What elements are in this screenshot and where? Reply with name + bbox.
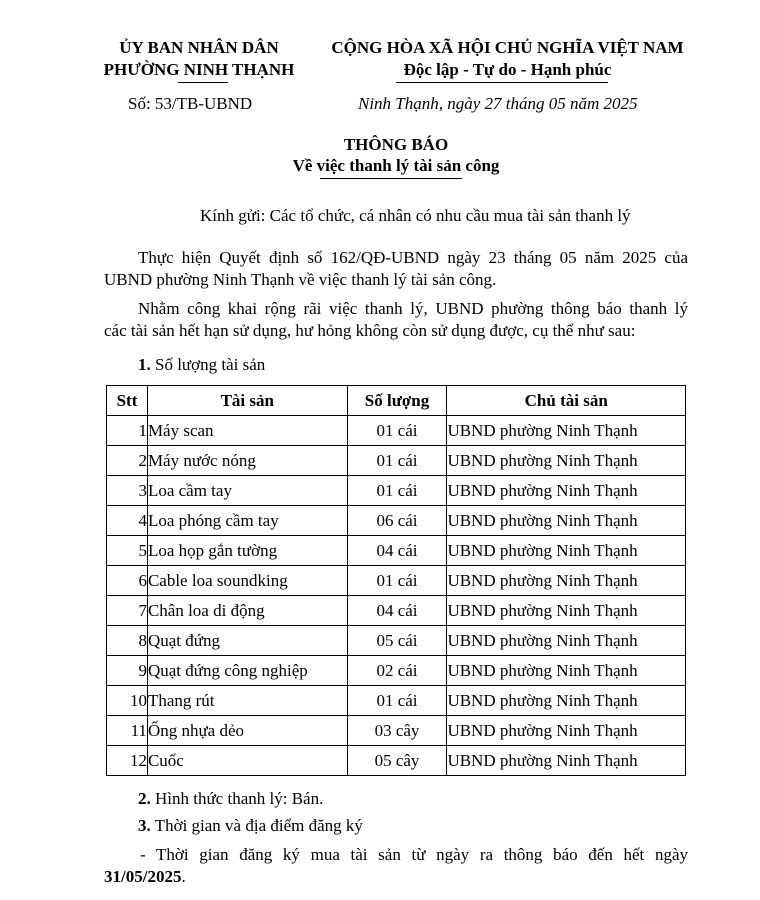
- agency-name-line2: PHƯỜNG NINH THẠNH: [103, 60, 295, 79]
- row-asset-name: Máy scan: [147, 416, 347, 446]
- document-title: THÔNG BÁO: [343, 135, 449, 154]
- deadline-date: 31/05/2025: [104, 867, 182, 886]
- paragraph-1-line-1: Thực hiện Quyết định số 162/QĐ-UBND ngày 23 tháng 05 năm 2025 của: [138, 248, 688, 267]
- table-row: [107, 506, 686, 536]
- section-1-heading: [138, 355, 265, 375]
- deadline-line-1: - Thời gian đăng ký mua tài sản từ ngày ra thông báo đến hết ngày: [140, 845, 688, 864]
- row-stt: 8: [107, 626, 148, 656]
- row-stt: 3: [107, 476, 148, 506]
- header-stt: Stt: [107, 386, 148, 416]
- table-row: [107, 596, 686, 626]
- row-stt: 6: [107, 566, 148, 596]
- row-owner: UBND phường Ninh Thạnh: [447, 656, 686, 686]
- row-owner: UBND phường Ninh Thạnh: [447, 716, 686, 746]
- row-stt: 7: [107, 596, 148, 626]
- row-quantity: 03 cây: [347, 716, 447, 746]
- paragraph-1-line-2: UBND phường Ninh Thạnh về việc thanh lý tài sản công.: [104, 270, 497, 289]
- row-stt: 11: [107, 716, 148, 746]
- row-quantity: 06 cái: [347, 506, 447, 536]
- row-owner: UBND phường Ninh Thạnh: [447, 446, 686, 476]
- row-owner: UBND phường Ninh Thạnh: [447, 626, 686, 656]
- row-quantity: 01 cái: [347, 686, 447, 716]
- row-stt: 12: [107, 746, 148, 776]
- deadline-line-2: [104, 867, 186, 887]
- row-quantity: 01 cái: [347, 446, 447, 476]
- row-stt: 10: [107, 686, 148, 716]
- table-row: [107, 566, 686, 596]
- row-asset-name: Chân loa di động: [147, 596, 347, 626]
- row-asset-name: Ống nhựa dẻo: [147, 716, 347, 746]
- header-asset: Tài sản: [147, 386, 347, 416]
- table-row: [107, 536, 686, 566]
- paragraph-2-line-2: các tài sản hết hạn sử dụng, hư hỏng không còn sử dụng được, cụ thể như sau:: [104, 321, 636, 340]
- table-row: [107, 416, 686, 446]
- row-owner: UBND phường Ninh Thạnh: [447, 536, 686, 566]
- document-number: Số: 53/TB-UBND: [128, 94, 253, 113]
- row-stt: 5: [107, 536, 148, 566]
- row-asset-name: Cable loa soundking: [147, 566, 347, 596]
- section-3-number: 3.: [138, 816, 151, 835]
- section-3-heading: [138, 816, 363, 836]
- row-asset-name: Loa phóng cầm tay: [147, 506, 347, 536]
- row-owner: UBND phường Ninh Thạnh: [447, 506, 686, 536]
- assets-table: [106, 385, 686, 776]
- row-quantity: 02 cái: [347, 656, 447, 686]
- table-row: [107, 716, 686, 746]
- agency-name-line1: ỦY BAN NHÂN DÂN: [119, 38, 279, 57]
- recipient-line: Kính gửi: Các tổ chức, cá nhân có nhu cầu mua tài sản thanh lý: [200, 206, 631, 225]
- row-stt: 9: [107, 656, 148, 686]
- table-row: [107, 476, 686, 506]
- header-owner: Chủ tài sản: [447, 386, 686, 416]
- row-asset-name: Cuốc: [147, 746, 347, 776]
- paragraph-2-line-1: Nhằm công khai rộng rãi việc thanh lý, UBND phường thông báo thanh lý: [138, 299, 688, 318]
- row-quantity: 01 cái: [347, 566, 447, 596]
- row-owner: UBND phường Ninh Thạnh: [447, 476, 686, 506]
- subject-underline: [320, 178, 462, 179]
- row-owner: UBND phường Ninh Thạnh: [447, 686, 686, 716]
- row-quantity: 01 cái: [347, 416, 447, 446]
- row-quantity: 05 cái: [347, 626, 447, 656]
- document-subject: Về việc thanh lý tài sản công: [292, 156, 500, 175]
- country-name: CỘNG HÒA XÃ HỘI CHỦ NGHĨA VIỆT NAM: [331, 38, 684, 57]
- row-asset-name: Quạt đứng: [147, 626, 347, 656]
- row-quantity: 04 cái: [347, 536, 447, 566]
- table-row: [107, 746, 686, 776]
- row-asset-name: Máy nước nóng: [147, 446, 347, 476]
- row-quantity: 04 cái: [347, 596, 447, 626]
- country-motto: Độc lập - Tự do - Hạnh phúc: [403, 60, 612, 79]
- agency-underline: [178, 82, 228, 83]
- row-owner: UBND phường Ninh Thạnh: [447, 596, 686, 626]
- row-stt: 4: [107, 506, 148, 536]
- place-date: Ninh Thạnh, ngày 27 tháng 05 năm 2025: [358, 94, 638, 113]
- header-quantity: Số lượng: [347, 386, 447, 416]
- row-owner: UBND phường Ninh Thạnh: [447, 416, 686, 446]
- table-row: [107, 446, 686, 476]
- table-row: [107, 626, 686, 656]
- row-stt: 1: [107, 416, 148, 446]
- motto-underline: [396, 82, 608, 83]
- section-2-number: 2.: [138, 789, 151, 808]
- row-quantity: 01 cái: [347, 476, 447, 506]
- section-2-text: Hình thức thanh lý: Bán.: [150, 789, 324, 808]
- table-header-row: [107, 386, 686, 416]
- row-asset-name: Quạt đứng công nghiệp: [147, 656, 347, 686]
- table-row: [107, 686, 686, 716]
- section-2-heading: [138, 789, 323, 809]
- row-owner: UBND phường Ninh Thạnh: [447, 566, 686, 596]
- row-stt: 2: [107, 446, 148, 476]
- section-1-number: 1.: [138, 355, 151, 374]
- row-quantity: 05 cây: [347, 746, 447, 776]
- table-row: [107, 656, 686, 686]
- row-asset-name: Thang rút: [147, 686, 347, 716]
- deadline-tail: .: [181, 867, 186, 886]
- section-1-text: Số lượng tài sản: [150, 355, 266, 374]
- row-asset-name: Loa cầm tay: [147, 476, 347, 506]
- section-3-text: Thời gian và địa điểm đăng ký: [150, 816, 363, 835]
- row-asset-name: Loa họp gắn tường: [147, 536, 347, 566]
- row-owner: UBND phường Ninh Thạnh: [447, 746, 686, 776]
